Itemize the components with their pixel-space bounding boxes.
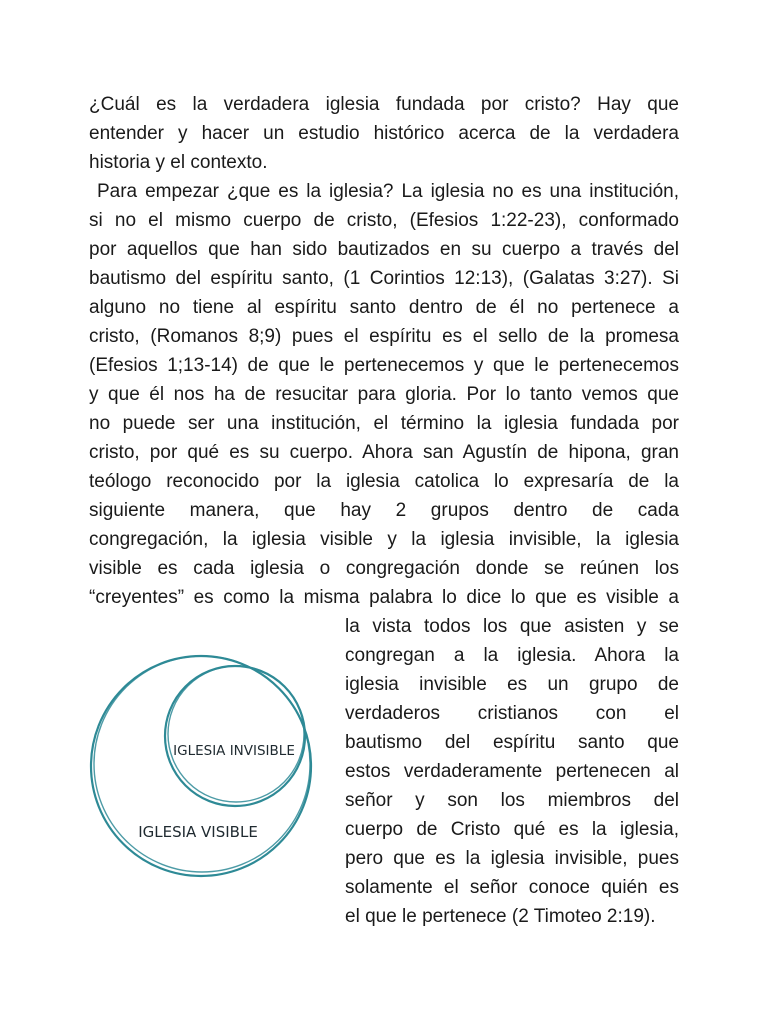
paragraph-line: Para empezar ¿que es la iglesia? La iglesia no es una institución, [89, 181, 679, 202]
column-line: solamente el señor conoce quién es [345, 877, 679, 898]
inner-circle-echo [168, 666, 304, 802]
inner-circle-label: IGLESIA INVISIBLE [173, 743, 295, 759]
paragraph-line: historia y el contexto. [89, 152, 268, 173]
church-circles-diagram [85, 640, 325, 890]
paragraph-line: cristo, (Romanos 8;9) pues el espíritu es el sello de la promesa [89, 326, 679, 347]
paragraph-line: siguiente manera, que hay 2 grupos dentro de cada [89, 500, 679, 521]
paragraph-line: (Efesios 1;13-14) de que le pertenecemos y que le pertenecemos [89, 355, 679, 376]
column-line: el que le pertenece (2 Timoteo 2:19). [345, 906, 656, 927]
column-line: señor y son los miembros del [345, 790, 679, 811]
paragraph-line: teólogo reconocido por la iglesia catolica lo expresaría de la [89, 471, 679, 492]
paragraph-line: bautismo del espíritu santo, (1 Corintios 12:13), (Galatas 3:27). Si [89, 268, 679, 289]
outer-circle-label: IGLESIA VISIBLE [138, 823, 258, 841]
paragraph-line: alguno no tiene al espíritu santo dentro de él no pertenece a [89, 297, 679, 318]
column-line: iglesia invisible es un grupo de [345, 674, 679, 695]
paragraph-line: si no el mismo cuerpo de cristo, (Efesios 1:22-23), conformado [89, 210, 679, 231]
paragraph-line: entender y hacer un estudio histórico acerca de la verdadera [89, 123, 679, 144]
paragraph-line: ¿Cuál es la verdadera iglesia fundada por cristo? Hay que [89, 94, 679, 115]
paragraph-line: congregación, la iglesia visible y la iglesia invisible, la iglesia [89, 529, 679, 550]
paragraph-line: visible es cada iglesia o congregación donde se reúnen los [89, 558, 679, 579]
paragraph-line: no puede ser una institución, el término la iglesia fundada por [89, 413, 679, 434]
paragraph-line: cristo, por qué es su cuerpo. Ahora san Agustín de hipona, gran [89, 442, 679, 463]
column-line: la vista todos los que asisten y se [345, 616, 679, 637]
column-line: bautismo del espíritu santo que [345, 732, 679, 753]
column-line: verdaderos cristianos con el [345, 703, 679, 724]
column-line: estos verdaderamente pertenecen al [345, 761, 679, 782]
circles-svg [85, 640, 325, 890]
paragraph-line: por aquellos que han sido bautizados en su cuerpo a través del [89, 239, 679, 260]
column-line: congregan a la iglesia. Ahora la [345, 645, 679, 666]
column-line: pero que es la iglesia invisible, pues [345, 848, 679, 869]
column-line: cuerpo de Cristo qué es la iglesia, [345, 819, 679, 840]
paragraph-line: “creyentes” es como la misma palabra lo dice lo que es visible a [89, 587, 679, 608]
paragraph-line: y que él nos ha de resucitar para gloria. Por lo tanto vemos que [89, 384, 679, 405]
